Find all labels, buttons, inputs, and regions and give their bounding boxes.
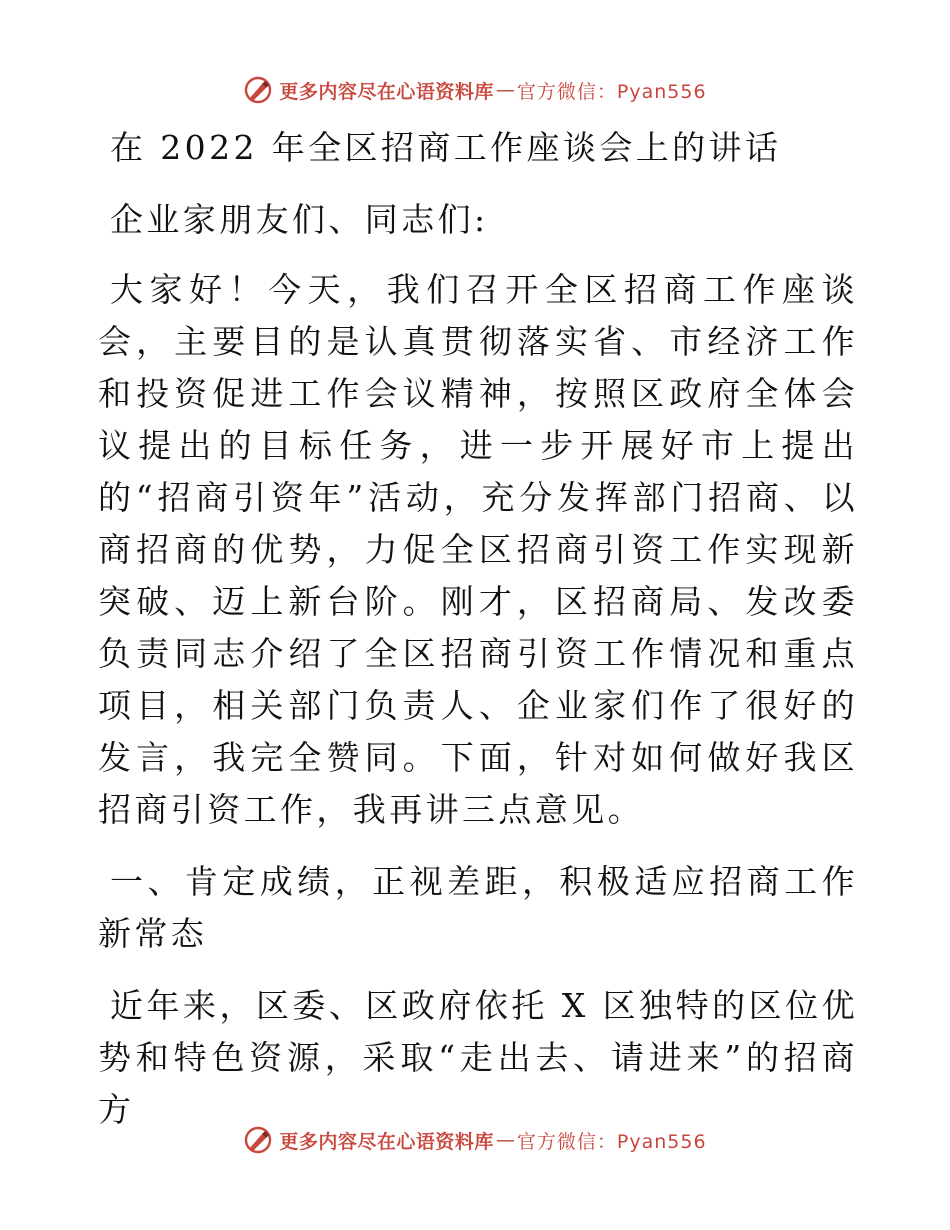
paragraph-intro: 大家好！今天，我们召开全区招商工作座谈会，主要目的是认真贯彻落实省、市经济工作和投资促进工作会议精神，按照区政府全体会议提出的目标任务，进一步开展好市上提出的“招商引资年”活动，充分发挥部门招商、以商招商的优势，力促全区招商引资工作实现新突破、迈上新台阶。刚才，区招商局、发改委负责同志介绍了全区招商引资工作情况和重点项目，相关部门负责人、企业家们作了很好的发言，我完全赞同。下面，针对如何做好我区招商引资工作，我再讲三点意见。 (98, 270, 858, 829)
pen-logo-icon (243, 1125, 273, 1155)
watermark-dash: — (495, 1129, 515, 1151)
watermark-dash: — (495, 79, 515, 101)
watermark-main-text: 更多内容尽在心语资料库 (279, 80, 494, 103)
document-body (98, 122, 858, 1136)
watermark-main-text: 更多内容尽在心语资料库 (279, 1130, 494, 1153)
pen-logo-icon (243, 75, 273, 105)
paragraph-section-1: 近年来，区委、区政府依托 X 区独特的区位优势和特色资源，采取“走出去、请进来”的招商方 (98, 986, 858, 1129)
section-heading-1: 一、肯定成绩，正视差距，积极适应招商工作新常态 (98, 862, 858, 953)
watermark-wechat-text: 官方微信：Pyan556 (516, 80, 707, 103)
document-title: 在 2022 年全区招商工作座谈会上的讲话 (110, 128, 782, 167)
watermark-header (0, 70, 950, 110)
watermark-wechat-text: 官方微信：Pyan556 (516, 1130, 707, 1153)
salutation: 企业家朋友们、同志们: (110, 200, 489, 239)
watermark-footer (0, 1120, 950, 1160)
